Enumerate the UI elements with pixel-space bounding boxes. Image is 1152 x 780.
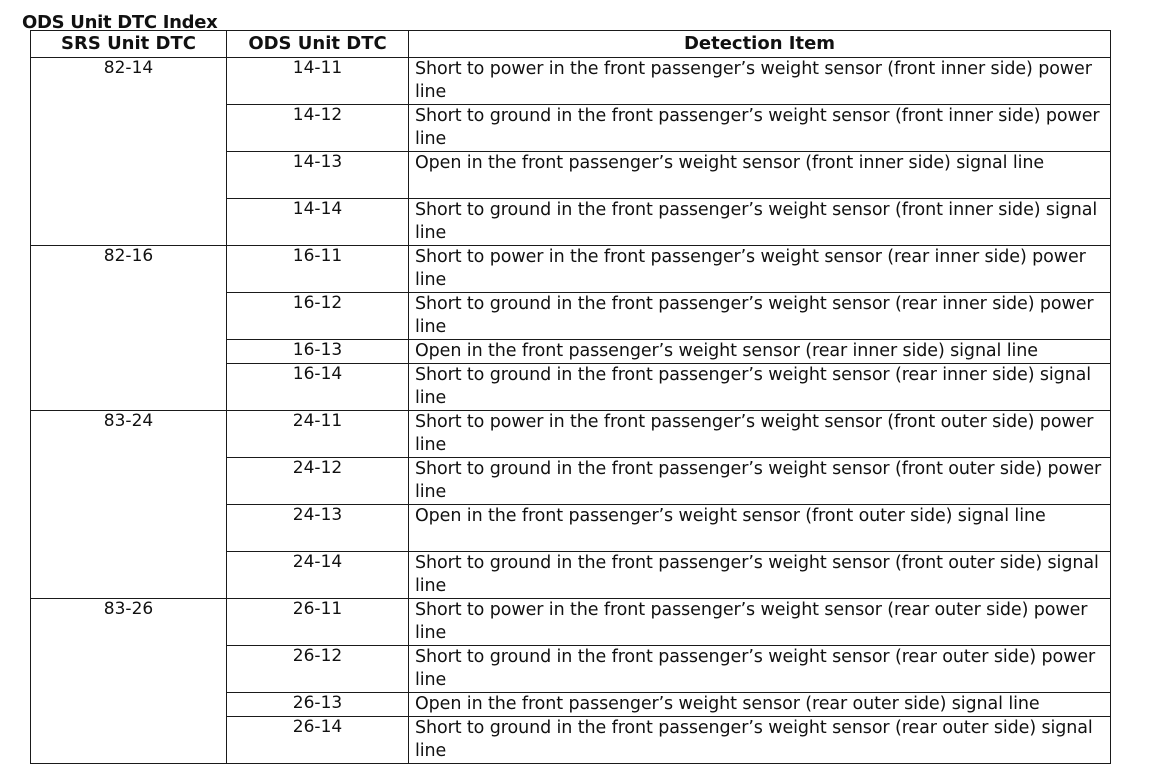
table-row xyxy=(31,599,1111,646)
ods-dtc-cell: 24-13 xyxy=(227,505,409,552)
ods-dtc-cell: 26-11 xyxy=(227,599,409,646)
ods-dtc-cell: 24-11 xyxy=(227,411,409,458)
ods-dtc-cell: 26-12 xyxy=(227,646,409,693)
ods-dtc-cell: 16-13 xyxy=(227,340,409,364)
header-detection-item: Detection Item xyxy=(409,31,1111,58)
detection-item-cell: Short to power in the front passenger’s weight sensor (front inner side) power line xyxy=(409,58,1111,105)
ods-dtc-cell: 24-14 xyxy=(227,552,409,599)
ods-dtc-cell: 26-13 xyxy=(227,693,409,717)
detection-item-cell: Open in the front passenger’s weight sensor (front outer side) signal line xyxy=(409,505,1111,552)
ods-dtc-cell: 16-11 xyxy=(227,246,409,293)
header-ods-unit-dtc: ODS Unit DTC xyxy=(227,31,409,58)
detection-item-cell: Short to power in the front passenger’s weight sensor (rear outer side) power line xyxy=(409,599,1111,646)
detection-item-cell: Open in the front passenger’s weight sensor (rear inner side) signal line xyxy=(409,340,1111,364)
ods-dtc-cell: 16-12 xyxy=(227,293,409,340)
ods-dtc-cell: 14-14 xyxy=(227,199,409,246)
detection-item-cell: Short to ground in the front passenger’s weight sensor (rear outer side) signal line xyxy=(409,717,1111,764)
srs-dtc-cell: 82-16 xyxy=(31,246,227,411)
header-srs-unit-dtc: SRS Unit DTC xyxy=(31,31,227,58)
detection-item-cell: Short to power in the front passenger’s weight sensor (front outer side) power line xyxy=(409,411,1111,458)
detection-item-cell: Short to ground in the front passenger’s weight sensor (rear inner side) signal line xyxy=(409,364,1111,411)
table-row xyxy=(31,411,1111,458)
document-title: ODS Unit DTC Index xyxy=(22,12,218,33)
detection-item-cell: Open in the front passenger’s weight sensor (rear outer side) signal line xyxy=(409,693,1111,717)
ods-dtc-cell: 14-13 xyxy=(227,152,409,199)
ods-dtc-cell: 26-14 xyxy=(227,717,409,764)
table-row xyxy=(31,58,1111,105)
table-row xyxy=(31,246,1111,293)
ods-dtc-cell: 16-14 xyxy=(227,364,409,411)
srs-dtc-cell: 82-14 xyxy=(31,58,227,246)
detection-item-cell: Short to power in the front passenger’s weight sensor (rear inner side) power line xyxy=(409,246,1111,293)
detection-item-cell: Open in the front passenger’s weight sensor (front inner side) signal line xyxy=(409,152,1111,199)
srs-dtc-cell: 83-26 xyxy=(31,599,227,764)
srs-dtc-cell: 83-24 xyxy=(31,411,227,599)
ods-dtc-cell: 14-11 xyxy=(227,58,409,105)
table-header-row xyxy=(31,31,1111,58)
detection-item-cell: Short to ground in the front passenger’s weight sensor (front inner side) signal line xyxy=(409,199,1111,246)
detection-item-cell: Short to ground in the front passenger’s weight sensor (rear inner side) power line xyxy=(409,293,1111,340)
detection-item-cell: Short to ground in the front passenger’s weight sensor (front outer side) power line xyxy=(409,458,1111,505)
ods-dtc-cell: 14-12 xyxy=(227,105,409,152)
detection-item-cell: Short to ground in the front passenger’s weight sensor (rear outer side) power line xyxy=(409,646,1111,693)
detection-item-cell: Short to ground in the front passenger’s weight sensor (front inner side) power line xyxy=(409,105,1111,152)
dtc-index-table xyxy=(30,30,1111,764)
ods-dtc-cell: 24-12 xyxy=(227,458,409,505)
detection-item-cell: Short to ground in the front passenger’s weight sensor (front outer side) signal line xyxy=(409,552,1111,599)
